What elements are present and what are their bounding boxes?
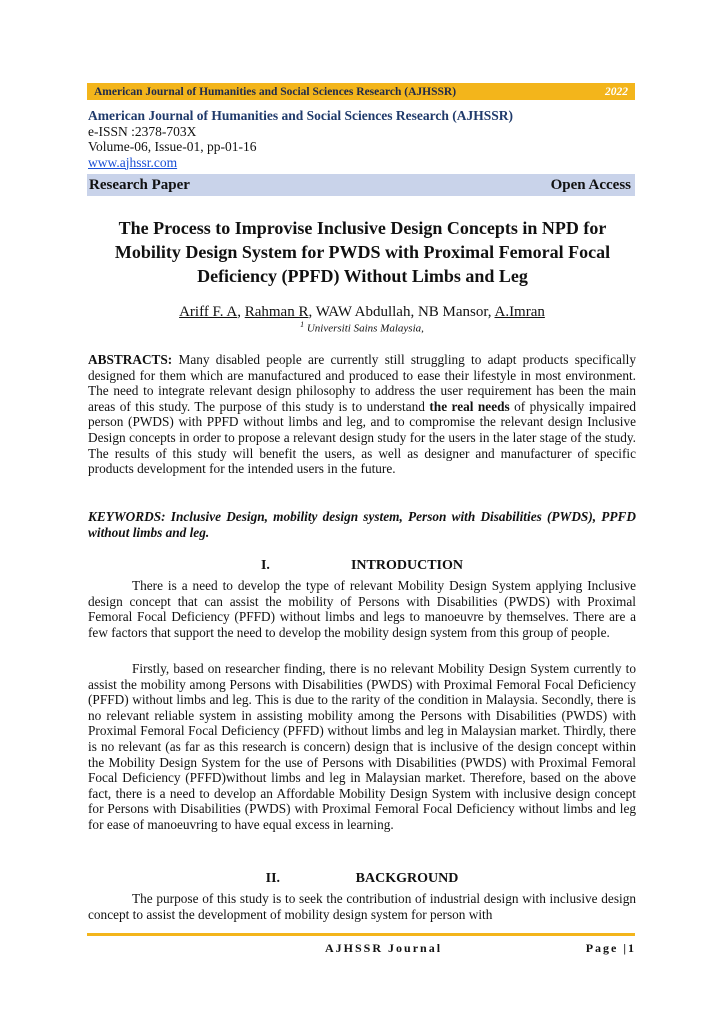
- footer-journal: AJHSSR Journal: [325, 941, 443, 955]
- author-list: Ariff F. A, Rahman R, WAW Abdullah, NB Mansor, A.Imran: [179, 304, 545, 320]
- journal-website-link[interactable]: www.ajhssr.com: [88, 154, 178, 170]
- section-heading-background: [88, 871, 636, 887]
- page-number: Page |1: [585, 941, 636, 955]
- abstract-label: ABSTRACTS:: [88, 352, 173, 367]
- paragraph: The purpose of this study is to seek the contribution of industrial design with inclusive design concept to assist the development of mobility design system for person with: [88, 891, 636, 922]
- journal-info: [88, 108, 636, 170]
- footer-rule: [87, 933, 635, 936]
- abstract-text: of physically impaired person (PWDS) with PPFD without limbs and leg, and to compromise the relevant design Inclusive Design concepts in order to propose a relevant design study for the users in the later stage of the study. The results of this study will benefit the users, as well as designer and manufacturer of specific products development for the intended users in the future.: [88, 398, 636, 477]
- paper-title: The Process to Improvise Inclusive Design Concepts in NPD for Mobility Design System for PWDS with Proximal Femoral Focal Deficiency (PPFD) Without Limbs and Leg: [114, 218, 611, 286]
- paragraph: Firstly, based on researcher finding, there is no relevant Mobility Design System currently to assist the mobility among Persons with Disabilities (PWDS) with Proximal Femoral Focal Deficiency (PFFD) without limbs and leg. This is due to the rarity of the condition in Malaysia. Secondly, there is no relevant reliable system in assisting mobility among the Persons with Disabilities (PWDS) with Proximal Femoral Focal Deficiency (PFFD) without limbs and leg in Malaysian market. Thirdly, there is no relevant (as far as this research is concern) design that is inclusive of the design concept within the Mobility Design System for the use of Persons with Disabilities (PWDS) with Proximal Femoral Focal Deficiency (PFFD)without limbs and leg in Malaysian market. Therefore, based on the above fact, there is a need to develop an Affordable Mobility Design System with inclusive design concept for Persons with Disabilities (PWDS) with Proximal Femoral Focal Deficiency without limbs and leg for ease of manoeuvring to have equal excess in learning.: [88, 661, 636, 832]
- paragraph: There is a need to develop the type of relevant Mobility Design System applying Inclusive design concept that can assist the mobility of Persons with Disabilities (PWDS) with Proximal Femoral Focal Deficiency (PFFD) without limbs and legs to manoeuvre by themselves. There are a few factors that support the need to develop the mobility design system from this group of people.: [88, 578, 636, 640]
- affiliation: [88, 320, 636, 335]
- section-number: II.: [265, 871, 281, 886]
- keywords-text: Inclusive Design, mobility design system, Person with Disabilities (PWDS), PPFD without limbs and leg.: [88, 509, 636, 540]
- author: Ariff F. A: [179, 304, 238, 320]
- journal-name: American Journal of Humanities and Social Sciences Research (AJHSSR): [88, 108, 513, 123]
- keywords-label: KEYWORDS:: [88, 509, 166, 524]
- author: Rahman R: [244, 304, 309, 320]
- journal-eissn: e-ISSN :2378-703X: [88, 123, 197, 139]
- header-bar: [87, 83, 635, 100]
- keywords: [88, 509, 636, 540]
- journal-volume: Volume-06, Issue-01, pp-01-16: [88, 139, 257, 154]
- section-heading-introduction: [88, 558, 636, 574]
- paper-type-band: [87, 174, 635, 196]
- section-title: BACKGROUND: [355, 871, 459, 886]
- author: WAW Abdullah: [315, 304, 411, 320]
- section-number: I.: [260, 558, 270, 573]
- header-year: 2022: [605, 85, 628, 98]
- abstract-text: Many disabled people are currently still struggling to adapt products specifically designed for them which are manufactured and produced to ease their lifestyle in most environment. The need to integrate relevant design philosophy to address the user requirement has been the main areas of this study. The purpose of this study is to understand: [88, 352, 636, 414]
- open-access-label: Open Access: [550, 176, 631, 193]
- section-title: INTRODUCTION: [350, 558, 463, 573]
- abstract-emphasis: the real needs: [429, 398, 510, 414]
- header-journal-name: American Journal of Humanities and Social Sciences Research (AJHSSR): [94, 85, 457, 98]
- affiliation-marker: 1: [300, 320, 305, 329]
- paper-type-label: Research Paper: [89, 176, 190, 193]
- affiliation-text: Universiti Sains Malaysia,: [306, 322, 424, 335]
- author: A.Imran: [494, 304, 545, 320]
- author: NB Mansor: [417, 304, 488, 320]
- abstract: [88, 352, 636, 477]
